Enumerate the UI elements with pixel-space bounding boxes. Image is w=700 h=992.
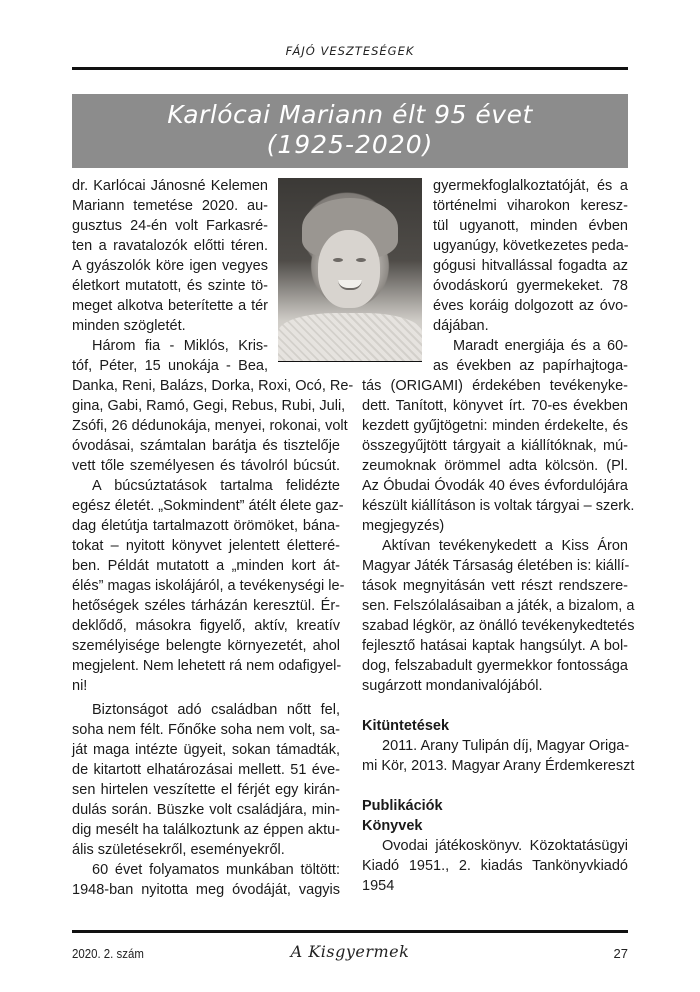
text-line: as években az papírhajtoga- bbox=[433, 358, 628, 374]
text-line: ugyanúgy, következetes peda- bbox=[433, 238, 629, 254]
text-line: tokat – nyitott könyvet jelentett életteré- bbox=[72, 538, 340, 554]
text-line: ben. Példát mutatott a „minden kort át- bbox=[72, 558, 340, 574]
text-line: dájában. bbox=[433, 318, 489, 334]
awards-heading: Kitüntetések bbox=[362, 718, 450, 734]
text-line: minden szögletét. bbox=[72, 318, 186, 334]
text-line: ját maga intézte ügyeit, sokan támadták, bbox=[72, 742, 340, 758]
text-line: gina, Gabi, Ramó, Gegi, Rebus, Rubi, Juli, bbox=[72, 398, 346, 414]
text-line: ni! bbox=[72, 678, 88, 694]
publication-line: Ovodai játékoskönyv. Közoktatásügyi bbox=[382, 838, 628, 854]
awards-line: 2011. Arany Tulipán díj, Magyar Origa- bbox=[382, 738, 630, 754]
text-line: de kitartott elhatározásai mellett. 51 éve- bbox=[72, 762, 340, 778]
text-line: 60 évet folyamatos munkában töltött: bbox=[92, 862, 340, 878]
page-number: 27 bbox=[613, 946, 628, 961]
text-line: vett tőle személyesen és távolról búcsút. bbox=[72, 458, 340, 474]
magazine-name: A Kisgyermek bbox=[290, 942, 410, 961]
text-line: zeumoknak örömmel adta kölcsön. (Pl. bbox=[362, 458, 628, 474]
text-line: soha nem félt. Főnőke soha nem volt, sa- bbox=[72, 722, 340, 738]
text-line: éves koráig dolgozott az óvo- bbox=[433, 298, 628, 314]
article-title-years: (1925-2020) bbox=[266, 130, 434, 159]
text-line: tül ugyanott, minden évben bbox=[433, 218, 628, 234]
publication-line: 1954 bbox=[362, 878, 395, 894]
text-line: személyisége belengte környezetét, ahol bbox=[72, 638, 340, 654]
portrait-photo bbox=[278, 178, 422, 362]
text-line: gusztus 24-én volt Farkasré- bbox=[72, 218, 268, 234]
text-line: Zsófi, 26 dédunokája, menyei, rokonai, volt bbox=[72, 418, 348, 434]
text-line: Az Óbudai Óvodák 40 éves évfordulójára bbox=[362, 478, 628, 494]
text-line: egész életét. „Sokmindent” átélt élete gaz- bbox=[72, 498, 344, 514]
text-line: sen hirtelen veszítette el férjét egy kirán- bbox=[72, 782, 340, 798]
books-subheading: Könyvek bbox=[362, 818, 423, 834]
text-line: hetőségek széles tárházán keresztül. Ér- bbox=[72, 598, 340, 614]
article-title-band bbox=[72, 94, 628, 168]
text-line: ten a ravatalozók előtti téren. bbox=[72, 238, 268, 254]
text-line: ális születésekről, eseményekről. bbox=[72, 842, 285, 858]
text-line: tások megnyitásán vett részt rendszere- bbox=[362, 578, 628, 594]
text-line: gógusi hitvallással fogadta az bbox=[433, 258, 628, 274]
text-line: összegyűjtött tárgyait a kiállítóknak, mú- bbox=[362, 438, 628, 454]
text-line: Biztonságot adó családban nőtt fel, bbox=[92, 702, 340, 718]
text-line: kezdett gyűjtögetni: minden érdekelte, és bbox=[362, 418, 628, 434]
top-rule bbox=[72, 67, 628, 70]
publication-line: Kiadó 1951., 2. kiadás Tankönyvkiadó bbox=[362, 858, 628, 874]
text-line: készült kiállításon is voltak tárgyai – szerk. bbox=[362, 498, 635, 514]
text-line: történelmi viharokon keresz- bbox=[433, 198, 628, 214]
publications-heading: Publikációk bbox=[362, 798, 443, 814]
text-line: dett. Tanított, könyvet írt. 70-es években bbox=[362, 398, 628, 414]
text-line: dag életútja tartalmazott örömöket, bána- bbox=[72, 518, 340, 534]
text-line: Mariann temetése 2020. au- bbox=[72, 198, 268, 214]
text-line: dig mesélt ha találkoztunk az éppen aktu- bbox=[72, 822, 340, 838]
text-line: élés” magas iskolájáról, a tevékenységi le- bbox=[72, 578, 345, 594]
text-line: megjelent. Nem lehetett rá nem odafigyel- bbox=[72, 658, 342, 674]
bottom-rule bbox=[72, 930, 628, 933]
text-line: Danka, Reni, Balázs, Dorka, Roxi, Ocó, Re- bbox=[72, 378, 354, 394]
text-line: Három fia - Miklós, Kris- bbox=[92, 338, 268, 354]
text-line: életkort mutatott, és szinte tö- bbox=[72, 278, 268, 294]
text-line: Aktívan tevékenykedett a Kiss Áron bbox=[382, 538, 628, 554]
photo-eye-shape bbox=[333, 258, 343, 262]
text-line: szabad légkör, az önálló tevékenykedtetés bbox=[362, 618, 635, 634]
text-line: tás (ORIGAMI) érdekében tevékenyke- bbox=[362, 378, 628, 394]
awards-line: mi Kör, 2013. Magyar Arany Érdemkereszt bbox=[362, 758, 635, 774]
text-line: Maradt energiája és a 60- bbox=[453, 338, 628, 354]
text-line: fejlesztő hatásai kaptak hangsúlyt. A bol- bbox=[362, 638, 628, 654]
section-header: FÁJÓ VESZTESÉGEK bbox=[285, 44, 415, 58]
text-line: meget alkotva beterítette a tér bbox=[72, 298, 268, 314]
photo-face-shape bbox=[318, 230, 380, 308]
text-line: A gyászolók köre igen vegyes bbox=[72, 258, 268, 274]
text-line: dulás során. Büszke volt családjára, min- bbox=[72, 802, 340, 818]
photo-sweater-shape bbox=[278, 313, 422, 361]
text-line: 1948-ban nyitotta meg óvodáját, vagyis bbox=[72, 882, 340, 898]
text-line: A búcsúztatások tartalma felidézte bbox=[92, 478, 340, 494]
issue-label: 2020. 2. szám bbox=[72, 946, 144, 961]
text-line: sen. Felszólalásaiban a játék, a bizalom, a bbox=[362, 598, 635, 614]
text-line: tóf, Péter, 15 unokája - Bea, bbox=[72, 358, 268, 374]
photo-eye-shape bbox=[356, 258, 366, 262]
article-title: Karlócai Mariann élt 95 évet bbox=[167, 100, 533, 129]
text-line: sugárzott mondanivalójából. bbox=[362, 678, 543, 694]
text-line: Magyar Játék Társaság életében is: kiállí- bbox=[362, 558, 630, 574]
text-line: dog, felszabadult gyermekkor fontossága bbox=[362, 658, 628, 674]
text-line: óvodáskorú gyermekeket. 78 bbox=[433, 278, 628, 294]
text-line: gyermekfoglalkoztatóját, és a bbox=[433, 178, 628, 194]
text-line: deklődő, másokra figyelő, aktív, kreatív bbox=[72, 618, 340, 634]
text-line: dr. Karlócai Jánosné Kelemen bbox=[72, 178, 268, 194]
text-line: megjegyzés) bbox=[362, 518, 445, 534]
text-line: óvodásai, számtalan barátja és tisztelője bbox=[72, 438, 340, 454]
